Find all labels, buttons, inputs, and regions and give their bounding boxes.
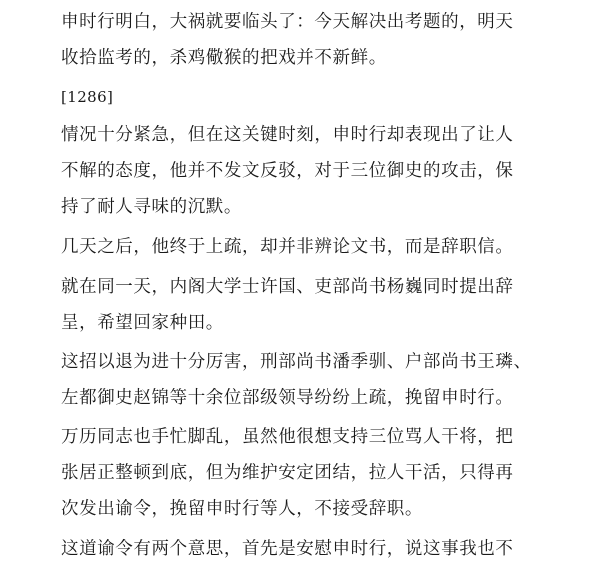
text-line: 左都御史赵锦等十余位部级领导纷纷上疏，挽留申时行。 xyxy=(61,388,514,408)
text-line: 情况十分紧急，但在这关键时刻，申时行却表现出了让人 xyxy=(61,125,514,145)
text-line: 就在同一天，内阁大学士许国、吏部尚书杨巍同时提出辞 xyxy=(61,277,514,297)
text-line: 持了耐人寻味的沉默。 xyxy=(61,197,242,217)
text-line: 申时行明白，大祸就要临头了：今天解决出考题的，明天 xyxy=(61,12,514,32)
text-line: 呈，希望回家种田。 xyxy=(61,313,224,333)
text-line: 收拾监考的，杀鸡儆猴的把戏并不新鲜。 xyxy=(61,48,387,68)
page-number-marker: [1286] xyxy=(61,88,114,106)
text-line: 万历同志也手忙脚乱，虽然他很想支持三位骂人干将，把 xyxy=(61,427,514,447)
text-line: 次发出谕令，挽留申时行等人，不接受辞职。 xyxy=(61,499,423,519)
text-line: 张居正整顿到底，但为维护安定团结，拉人干活，只得再 xyxy=(61,463,514,483)
text-line: 不解的态度，他并不发文反驳，对于三位御史的攻击，保 xyxy=(61,161,514,181)
text-line: 几天之后，他终于上疏，却并非辨论文书，而是辞职信。 xyxy=(61,237,514,257)
text-line: 这招以退为进十分厉害，刑部尚书潘季驯、户部尚书王璘、 xyxy=(61,352,532,372)
text-line: 这道谕令有两个意思，首先是安慰申时行，说这事我也不 xyxy=(61,539,514,559)
